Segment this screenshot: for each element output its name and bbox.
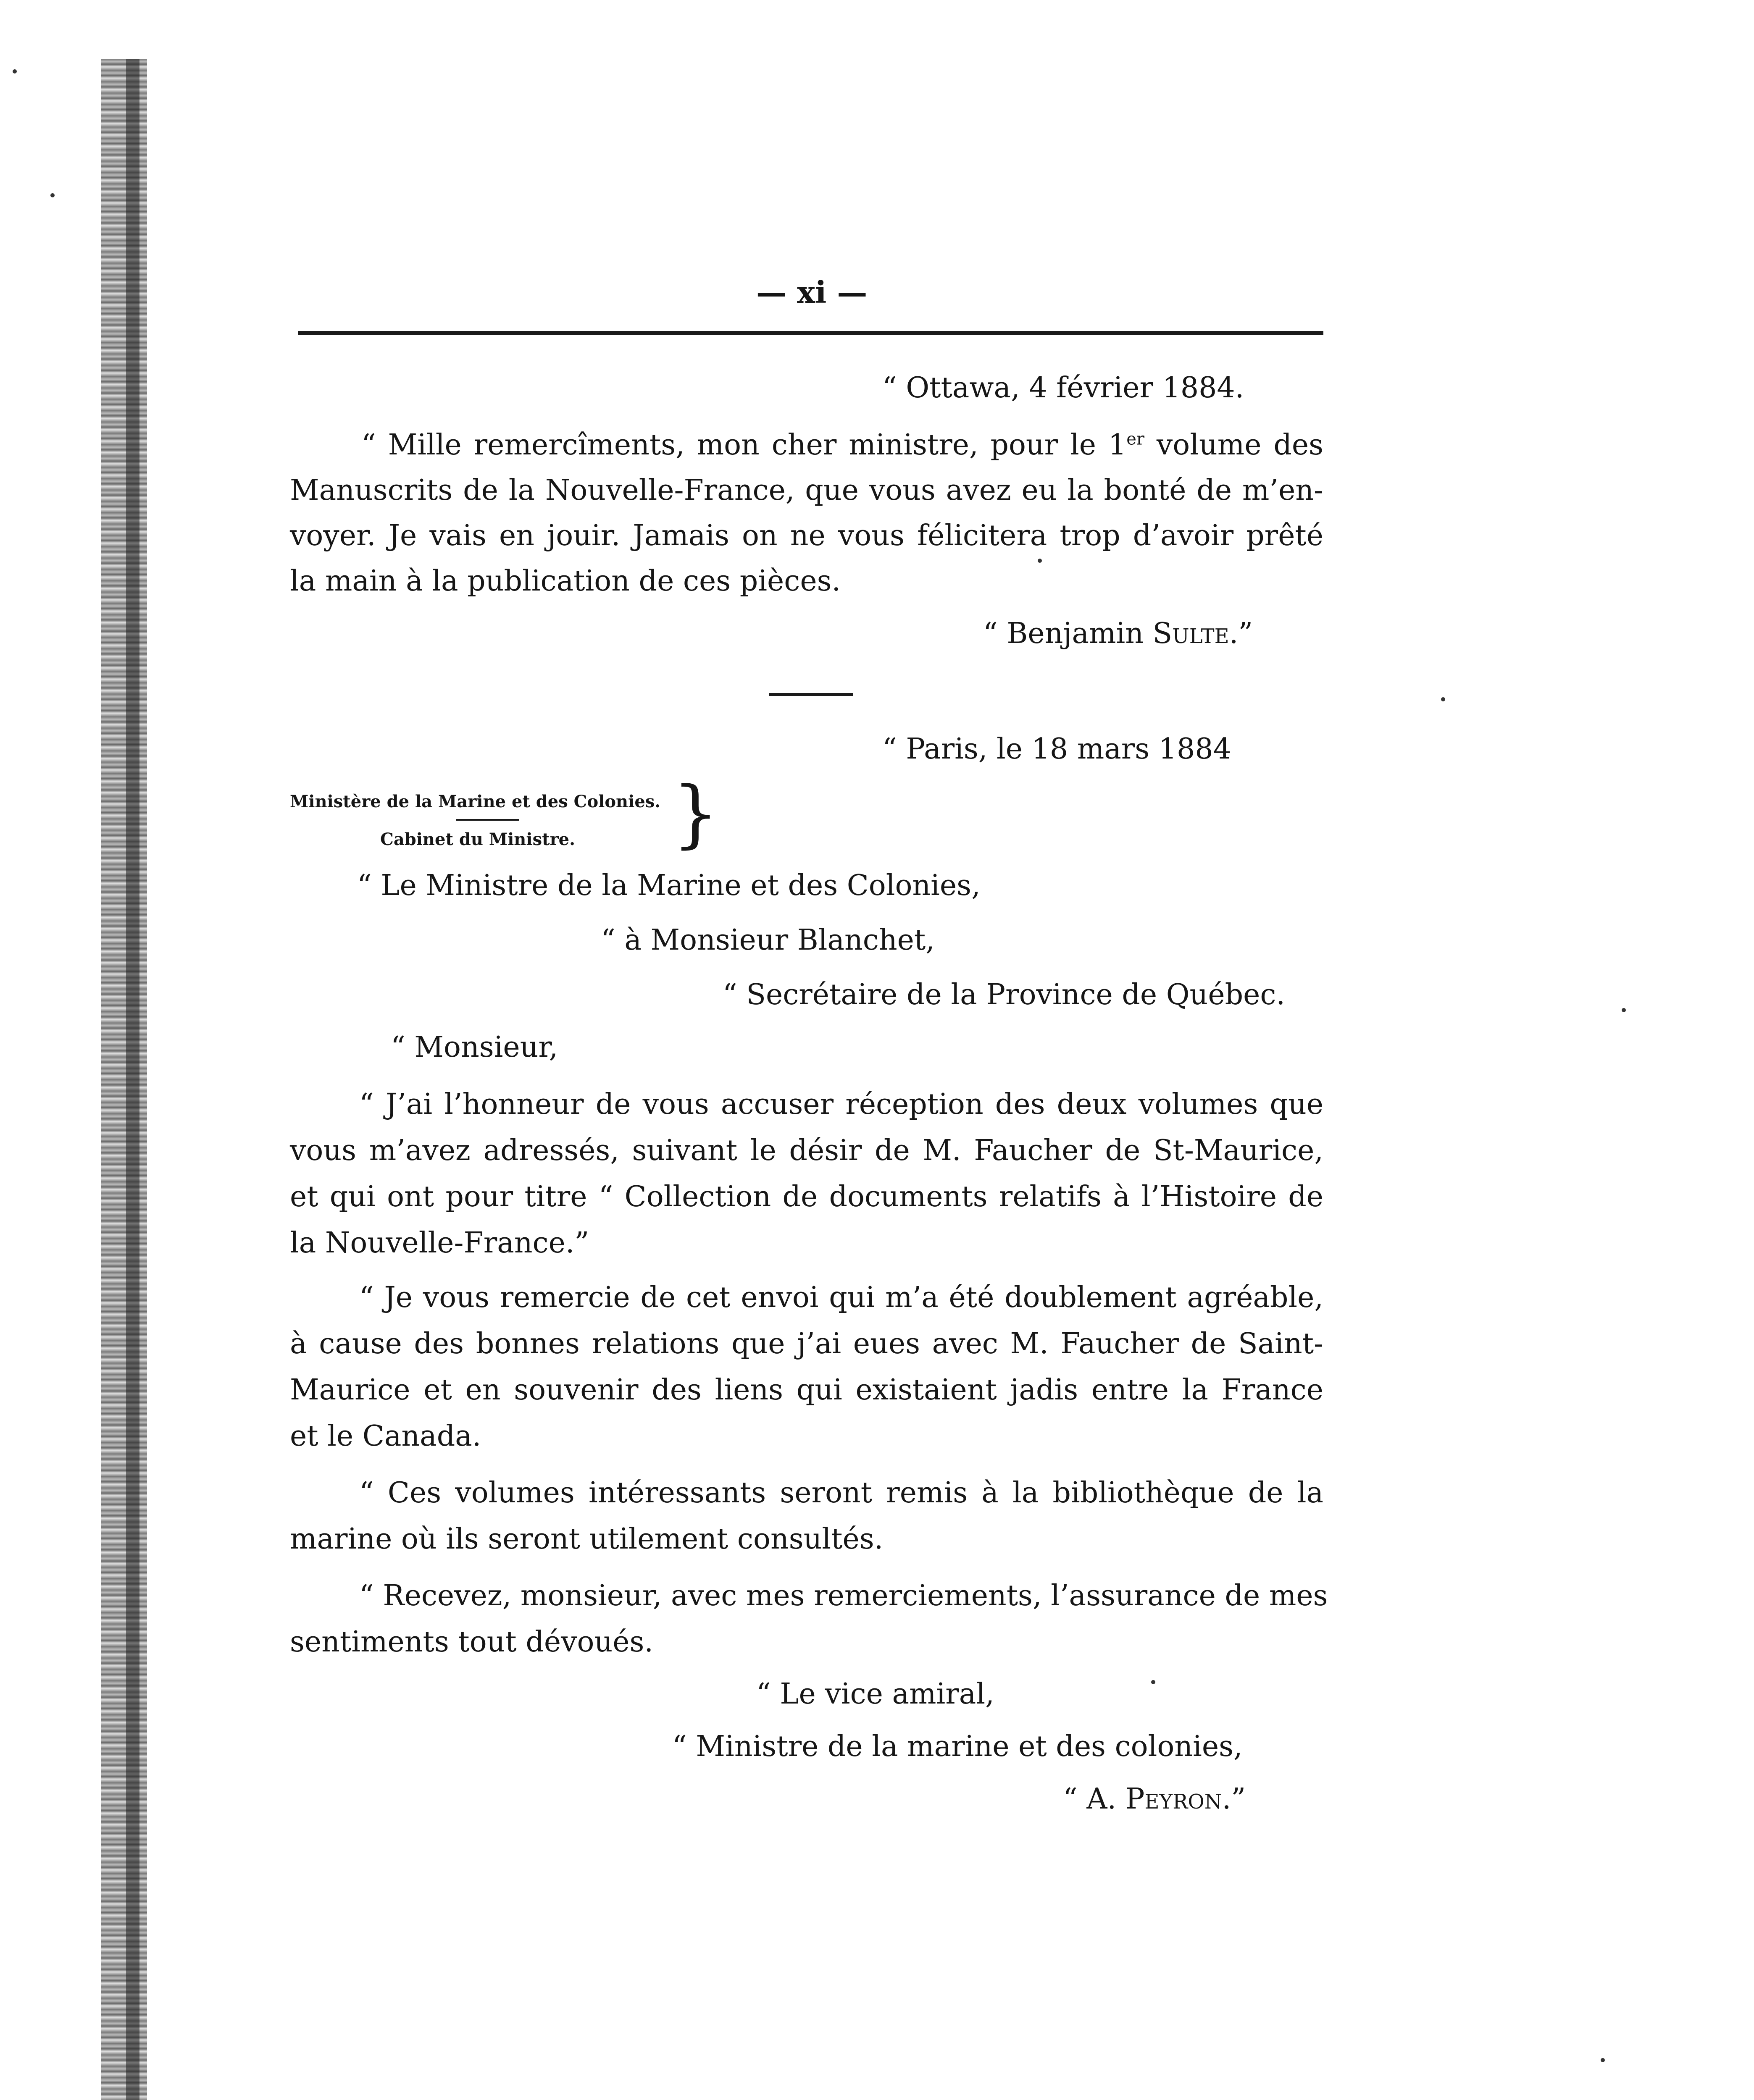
letter1-line-1-pre: “ Mille remercîments, mon cher ministre, pour le 1 (361, 428, 1127, 462)
letter1-line-2: Manuscrits de la Nouvelle-France, que vous avez eu la bonté de m’en- (290, 474, 1323, 507)
scan-speck (1622, 1008, 1626, 1012)
letter2-p1-line-3: et qui ont pour titre “ Collection de documents relatifs à l’Histoire de (290, 1180, 1323, 1213)
letter1-dateline: “ Ottawa, 4 février 1884. (882, 371, 1244, 404)
letter1-signature-name: Sulte (1152, 617, 1229, 650)
scan-speck (50, 193, 55, 197)
ministry-brace: } (672, 771, 719, 856)
letter2-p2-line-3: Maurice et en souvenir des liens qui existaient jadis entre la France (290, 1373, 1323, 1407)
letter2-closing-2: “ Ministre de la marine et des colonies, (672, 1730, 1243, 1763)
cabinet-heading: Cabinet du Ministre. (380, 830, 576, 849)
letter2-from-line: “ Le Ministre de la Marine et des Colonies, (357, 869, 981, 902)
letter2-title-line: “ Secrétaire de la Province de Québec. (723, 978, 1286, 1011)
letter1-signature-post: .” (1229, 617, 1253, 650)
header-rule (298, 331, 1323, 335)
letter2-p4-line-2: sentiments tout dévoués. (290, 1625, 654, 1659)
ministry-heading: Ministère de la Marine et des Colonies. (290, 792, 661, 811)
letter2-p3-line-1: “ Ces volumes intéressants seront remis à la bibliothèque de la (359, 1476, 1323, 1509)
scan-speck (1038, 559, 1042, 563)
letter1-line-1 (361, 428, 1323, 462)
letter2-p1-line-4: la Nouvelle-France.” (290, 1226, 589, 1260)
letter1-signature (983, 617, 1253, 650)
ministry-rule (456, 819, 519, 821)
letter1-signature-pre: “ Benjamin (983, 617, 1153, 650)
letter1-line-4: la main à la publication de ces pièces. (290, 564, 841, 598)
letter2-signature-post: .” (1222, 1782, 1246, 1816)
letter1-line-1-post: volume des (1144, 428, 1324, 462)
binding-edge (101, 59, 147, 2100)
letter2-signature (1063, 1782, 1246, 1816)
binding-shadow (126, 59, 139, 2100)
letter2-dateline: “ Paris, le 18 mars 1884 (882, 732, 1231, 766)
page-number: — xi — (756, 274, 868, 310)
letter2-p3-line-2: marine où ils seront utilement consultés. (290, 1522, 884, 1556)
letter2-closing-1: “ Le vice amiral, (756, 1677, 994, 1711)
letter2-salutation: “ Monsieur, (391, 1031, 558, 1064)
letter2-signature-name: Peyron (1125, 1782, 1222, 1816)
letter2-p4-line-1: “ Recevez, monsieur, avec mes remerciements, l’assurance de mes (359, 1579, 1328, 1612)
letter-separator (769, 693, 853, 696)
scan-speck (1441, 697, 1445, 701)
letter2-signature-pre: “ A. (1063, 1782, 1126, 1816)
letter2-p2-line-4: et le Canada. (290, 1420, 481, 1453)
scan-speck (13, 69, 17, 74)
letter1-line-3: voyer. Je vais en jouir. Jamais on ne vous félicitera trop d’avoir prêté (290, 519, 1323, 552)
letter2-p1-line-2: vous m’avez adressés, suivant le désir de M. Faucher de St-Maurice, (290, 1134, 1323, 1167)
scan-speck (1601, 2058, 1605, 2062)
scan-speck (1151, 1680, 1155, 1684)
letter2-p2-line-2: à cause des bonnes relations que j’ai eues avec M. Faucher de Saint- (290, 1327, 1323, 1360)
letter2-p2-line-1: “ Je vous remercie de cet envoi qui m’a été doublement agréable, (359, 1281, 1323, 1314)
letter1-line-1-sup: er (1126, 429, 1144, 449)
letter2-to-line: “ à Monsieur Blanchet, (601, 924, 935, 957)
letter2-p1-line-1: “ J’ai l’honneur de vous accuser réception des deux volumes que (359, 1088, 1323, 1121)
